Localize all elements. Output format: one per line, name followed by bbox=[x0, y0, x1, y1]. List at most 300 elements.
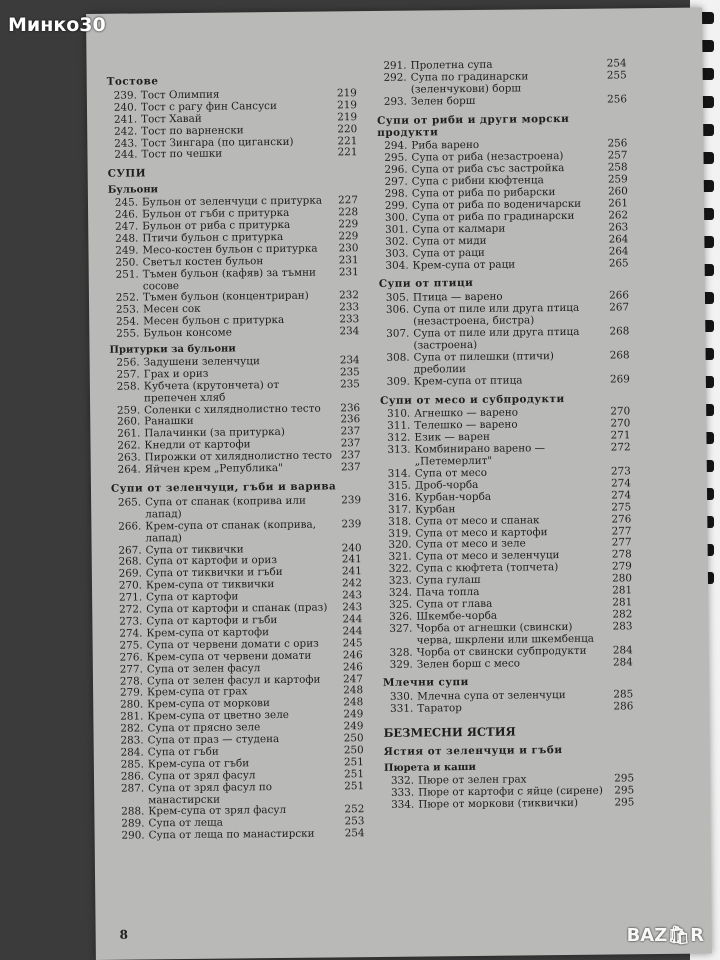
entry-page: 237 bbox=[340, 461, 361, 474]
entry-number: 240. bbox=[113, 101, 138, 114]
toc-entry bbox=[114, 781, 364, 807]
entry-page: 285 bbox=[613, 688, 634, 701]
entry-number: 313. bbox=[387, 443, 411, 457]
entry-page: 244 bbox=[342, 625, 363, 638]
toc-entry bbox=[111, 495, 361, 521]
entry-number: 278. bbox=[119, 674, 144, 688]
entry-number: 243. bbox=[114, 137, 138, 150]
entry-number: 318. bbox=[388, 515, 412, 528]
entry-page: 221 bbox=[337, 146, 358, 159]
entry-page: 276 bbox=[611, 512, 632, 526]
entry-title: Супа от праз — студена bbox=[147, 733, 280, 747]
entry-page: 255 bbox=[606, 69, 627, 82]
toc-entry bbox=[379, 326, 629, 352]
entry-number: 311. bbox=[387, 420, 411, 433]
entry-number: 246. bbox=[114, 208, 139, 221]
entry-number: 315. bbox=[387, 479, 412, 492]
entry-number: 256. bbox=[116, 356, 140, 369]
entry-number: 310. bbox=[387, 408, 411, 421]
entry-number: 334. bbox=[391, 798, 415, 811]
entry-page: 240 bbox=[341, 541, 362, 554]
entry-page: 241 bbox=[341, 565, 362, 578]
entry-page: 251 bbox=[343, 755, 364, 769]
entry-number: 332. bbox=[390, 774, 415, 787]
entry-title: Тост по чешки bbox=[141, 148, 223, 161]
entry-number: 282. bbox=[120, 722, 144, 735]
entry-page: 265 bbox=[608, 256, 629, 270]
entry-page: 295 bbox=[614, 772, 635, 785]
entry-title: Супа от картофи и гъби bbox=[146, 613, 278, 628]
entry-title: Крем-супа от тиквички bbox=[145, 578, 275, 592]
entry-title: Чорба от агнешки (свински) черва, шкрлени или шкембенца bbox=[416, 620, 595, 647]
entry-title: Крем-супа от зрял фасул bbox=[148, 804, 287, 818]
subsection-heading: Притурки за бульони bbox=[109, 343, 236, 356]
entry-title: Шкембе-чорба bbox=[416, 609, 498, 623]
entry-title: Супа от месо bbox=[414, 466, 487, 480]
entry-title: Комбинирано варено — „Петемерлит" bbox=[414, 442, 546, 468]
entry-page: 219 bbox=[336, 87, 357, 100]
entry-number: 304. bbox=[385, 259, 409, 272]
entry-number: 242. bbox=[114, 125, 138, 138]
entry-title: Супа от калмари bbox=[412, 222, 506, 236]
entry-number: 306. bbox=[385, 303, 410, 317]
entry-number: 263. bbox=[117, 451, 141, 464]
entry-number: 251. bbox=[115, 268, 139, 281]
entry-number: 322. bbox=[388, 562, 412, 576]
entry-title: Супа от прясно зеле bbox=[147, 721, 261, 735]
entry-number: 308. bbox=[386, 351, 410, 364]
entry-number: 331. bbox=[390, 702, 414, 716]
entry-page: 248 bbox=[343, 696, 364, 709]
section-heading: Ястия от зеленчуци и гъби bbox=[383, 744, 563, 758]
entry-title: Палачинки (за притурка) bbox=[144, 426, 285, 440]
entry-title: Кнедли от картофи bbox=[144, 438, 251, 452]
entry-number: 284. bbox=[120, 746, 144, 759]
section-heading: Тостове bbox=[106, 75, 159, 88]
entry-page: 280 bbox=[612, 572, 633, 585]
entry-number: 299. bbox=[384, 199, 409, 212]
entry-number: 244. bbox=[114, 148, 138, 162]
entry-title: Тост Зингара (по цигански) bbox=[141, 135, 294, 149]
toc-entry bbox=[379, 303, 629, 329]
entry-title: Супа от риба по градинарски bbox=[412, 209, 575, 224]
entry-page: 251 bbox=[344, 767, 365, 781]
entry-number: 277. bbox=[119, 663, 143, 676]
entry-number: 314. bbox=[387, 467, 411, 480]
entry-title: Супа от риба със застройка bbox=[411, 162, 565, 176]
entry-page: 272 bbox=[610, 441, 631, 454]
entry-title: Супа от червени домати с ориз bbox=[146, 637, 319, 652]
entry-title: Супа от риба (незастроена) bbox=[411, 150, 564, 164]
entry-number: 288. bbox=[121, 805, 145, 819]
entry-number: 270. bbox=[118, 579, 143, 592]
entry-title: Супа от раци bbox=[412, 246, 485, 260]
entry-page: 231 bbox=[338, 265, 359, 278]
entry-number: 328. bbox=[389, 646, 413, 659]
entry-number: 258. bbox=[116, 380, 140, 393]
entry-title: Супа от зрял фасул bbox=[147, 769, 256, 783]
entry-title: Супа от пилешки (птичи) дреболии bbox=[413, 349, 554, 376]
entry-title: Пролетна супа bbox=[410, 58, 493, 72]
entry-number: 262. bbox=[117, 439, 141, 452]
entry-number: 271. bbox=[118, 591, 143, 604]
entry-page: 274 bbox=[611, 477, 632, 490]
toc-entry bbox=[380, 350, 630, 376]
toc-entry bbox=[384, 797, 634, 812]
entry-number: 241. bbox=[113, 113, 138, 126]
toc-entry bbox=[379, 258, 629, 273]
entry-number: 329. bbox=[389, 658, 413, 671]
bazar-logo: BAZ🛍R bbox=[626, 925, 704, 946]
entry-page: 243 bbox=[342, 589, 363, 602]
entry-page: 254 bbox=[606, 57, 627, 70]
entry-title: Бульон от гъби с притурка bbox=[142, 206, 290, 221]
entry-number: 269. bbox=[118, 567, 142, 581]
entry-page: 245 bbox=[342, 636, 363, 650]
entry-number: 325. bbox=[389, 598, 413, 611]
entry-number: 307. bbox=[386, 327, 410, 340]
entry-title: Пача топла bbox=[416, 585, 480, 599]
entry-page: 258 bbox=[607, 161, 628, 174]
entry-page: 270 bbox=[610, 417, 631, 430]
entry-page: 264 bbox=[608, 244, 629, 258]
entry-page: 219 bbox=[337, 110, 358, 124]
entry-title: Дроб-чорба bbox=[414, 478, 479, 492]
entry-number: 297. bbox=[384, 175, 408, 189]
entry-page: 237 bbox=[340, 425, 361, 438]
entry-page: 268 bbox=[609, 349, 630, 362]
chapter-heading: БЕЗМЕСНИ ЯСТИЯ bbox=[383, 724, 516, 741]
toc-column-right bbox=[377, 58, 635, 811]
entry-number: 252. bbox=[115, 291, 140, 305]
entry-page: 251 bbox=[344, 779, 365, 792]
entry-title: Супа по градинарски (зеленчукови) борш bbox=[410, 70, 529, 96]
entry-number: 249. bbox=[115, 244, 139, 257]
entry-page: 233 bbox=[339, 313, 360, 326]
entry-title: Супа от картофи bbox=[146, 590, 239, 604]
entry-page: 266 bbox=[609, 289, 630, 302]
entry-number: 305. bbox=[385, 291, 410, 305]
entry-page: 249 bbox=[343, 720, 364, 733]
entry-number: 316. bbox=[387, 491, 412, 504]
entry-title: Супа от леща bbox=[148, 816, 223, 830]
entry-number: 312. bbox=[387, 431, 411, 445]
section-heading: Млечни супи bbox=[382, 676, 469, 690]
entry-number: 327. bbox=[389, 622, 413, 635]
entry-title: Кубчета (крутончета) от препечен хляб bbox=[143, 378, 280, 405]
toc-entry bbox=[110, 379, 360, 405]
entry-title: Зелен борш с месо bbox=[416, 656, 521, 671]
section-heading: Супи от месо и субпродукти bbox=[380, 392, 565, 407]
entry-number: 268. bbox=[118, 555, 142, 569]
toc-entry bbox=[381, 443, 631, 469]
entry-page: 269 bbox=[609, 372, 630, 386]
entry-number: 291. bbox=[383, 59, 407, 72]
entry-page: 229 bbox=[338, 230, 359, 243]
entry-number: 253. bbox=[115, 303, 140, 317]
entry-page: 254 bbox=[344, 827, 365, 840]
entry-page: 264 bbox=[608, 233, 629, 246]
entry-title: Супа от месо и зеленчуци bbox=[415, 549, 560, 563]
entry-number: 257. bbox=[116, 368, 140, 381]
entry-number: 293. bbox=[383, 95, 407, 108]
entry-title: Супа от месо и картофи bbox=[415, 525, 548, 540]
toc-column-left bbox=[107, 67, 365, 843]
toc-entry bbox=[109, 267, 359, 293]
entry-page: 246 bbox=[342, 648, 363, 662]
entry-number: 239. bbox=[113, 89, 137, 102]
entry-page: 229 bbox=[338, 218, 359, 231]
entry-page: 248 bbox=[343, 684, 364, 697]
entry-title: Крем-супа от моркови bbox=[147, 697, 270, 711]
entry-title: Супа от гъби bbox=[147, 745, 219, 759]
entry-title: Месен сок bbox=[143, 303, 201, 316]
entry-page: 257 bbox=[607, 149, 628, 162]
toc-entry bbox=[377, 70, 627, 96]
entry-number: 281. bbox=[120, 710, 144, 723]
toc-entry bbox=[111, 519, 361, 545]
entry-page: 284 bbox=[612, 643, 633, 657]
entry-title: Супа от картофи и спанак (праз) bbox=[146, 601, 328, 616]
entry-title: Ранашки bbox=[144, 415, 194, 428]
entry-title: Соленки с хиляднолистно тесто bbox=[144, 402, 321, 416]
entry-page: 277 bbox=[611, 536, 632, 549]
entry-number: 254. bbox=[116, 315, 140, 328]
entry-page: 278 bbox=[611, 548, 632, 561]
entry-page: 243 bbox=[342, 601, 363, 614]
entry-title: Крем-супа от грах bbox=[147, 685, 248, 699]
entry-title: Крем-супа от спанак (коприва, лапад) bbox=[145, 518, 317, 545]
entry-number: 303. bbox=[385, 247, 409, 260]
entry-page: 261 bbox=[608, 197, 629, 210]
entry-title: Бульон консоме bbox=[143, 326, 232, 340]
section-heading: Супи от риби и други морски продукти bbox=[377, 112, 570, 139]
entry-title: Крем-супа от цветно зеле bbox=[147, 709, 289, 723]
entry-page: 281 bbox=[612, 596, 633, 609]
entry-title: Крем-супа от раци bbox=[412, 258, 516, 272]
entry-page: 236 bbox=[340, 401, 361, 414]
entry-title: Месен бульон с притурка bbox=[143, 314, 285, 328]
entry-number: 245. bbox=[114, 196, 139, 209]
entry-number: 317. bbox=[388, 503, 412, 516]
entry-number: 326. bbox=[389, 610, 413, 623]
entry-page: 250 bbox=[343, 744, 364, 757]
entry-title: Крем-супа от гъби bbox=[147, 757, 250, 771]
entry-number: 285. bbox=[120, 758, 144, 771]
entry-number: 273. bbox=[119, 615, 143, 628]
toc-entry bbox=[107, 148, 357, 163]
entry-page: 277 bbox=[611, 524, 632, 538]
entry-page: 220 bbox=[337, 122, 358, 135]
entry-title: Курбан-чорба bbox=[415, 490, 492, 504]
entry-page: 247 bbox=[343, 672, 364, 685]
section-heading: СУПИ bbox=[107, 167, 147, 181]
entry-number: 324. bbox=[388, 586, 413, 599]
entry-number: 267. bbox=[118, 543, 142, 557]
entry-title: Супа от леща по манастирски bbox=[148, 827, 315, 842]
entry-page: 283 bbox=[612, 620, 633, 633]
entry-number: 302. bbox=[385, 235, 409, 248]
entry-number: 301. bbox=[385, 223, 409, 236]
entry-title: Тъмен бульон (концентриран) bbox=[142, 290, 309, 304]
entry-page: 256 bbox=[607, 93, 627, 106]
entry-title: Крем-супа от червени домати bbox=[146, 649, 312, 664]
entry-title: Бульон от риба с притурка bbox=[142, 218, 291, 233]
entry-number: 300. bbox=[384, 211, 409, 224]
entry-page: 295 bbox=[614, 784, 635, 797]
entry-page: 239 bbox=[341, 517, 362, 531]
entry-title: Супа от тиквички и гъби bbox=[145, 566, 283, 580]
entry-number: 290. bbox=[121, 829, 145, 842]
toc-entry bbox=[380, 374, 630, 389]
entry-title: Птичи бульон с притурка bbox=[142, 230, 284, 245]
entry-page: 262 bbox=[608, 209, 629, 222]
entry-page: 230 bbox=[338, 241, 359, 255]
entry-title: Супа от месо и зеле bbox=[415, 537, 526, 552]
entry-title: Супа от миди bbox=[412, 234, 487, 248]
entry-title: Светъл костен бульон bbox=[142, 254, 264, 269]
watermark: Минко30 bbox=[8, 14, 106, 36]
entry-number: 330. bbox=[389, 690, 414, 704]
toc-entry bbox=[109, 326, 359, 341]
entry-page: 246 bbox=[342, 660, 363, 673]
entry-title: Риба варено bbox=[411, 139, 480, 153]
toc-entry bbox=[383, 702, 633, 717]
entry-title: Супа от месо и спанак bbox=[415, 513, 540, 528]
entry-title: Чорба от свински субпродукти bbox=[416, 644, 587, 659]
entry-title: Зелен борш bbox=[410, 94, 476, 108]
entry-page: 268 bbox=[609, 325, 630, 338]
entry-number: 292. bbox=[383, 71, 407, 84]
entry-title: Пюре от моркови (тиквички) bbox=[418, 796, 579, 811]
entry-number: 289. bbox=[121, 817, 145, 831]
entry-number: 321. bbox=[388, 550, 412, 564]
entry-number: 266. bbox=[118, 520, 142, 533]
entry-number: 250. bbox=[115, 256, 139, 269]
entry-title: Тост Хавай bbox=[141, 112, 202, 126]
entry-number: 274. bbox=[119, 627, 143, 640]
entry-page: 281 bbox=[612, 584, 633, 597]
entry-title: Бульон от зеленчуци с притурка bbox=[141, 194, 323, 209]
book-page bbox=[86, 8, 712, 960]
entry-number: 319. bbox=[388, 527, 412, 540]
entry-title: Месо-костен бульон с притурка bbox=[142, 242, 318, 257]
entry-page: 295 bbox=[614, 795, 635, 809]
entry-number: 260. bbox=[117, 415, 141, 429]
entry-page: 235 bbox=[339, 365, 360, 379]
entry-title: Супа от зелен фасул и картофи bbox=[146, 673, 321, 687]
entry-page: 231 bbox=[338, 253, 359, 267]
entry-title: Пюре от картофи с яйце (сирене) bbox=[418, 784, 603, 799]
entry-page: 235 bbox=[339, 377, 360, 391]
entry-page: 239 bbox=[341, 494, 362, 507]
entry-number: 272. bbox=[119, 603, 143, 616]
entry-page: 259 bbox=[607, 173, 628, 186]
entry-page: 233 bbox=[339, 301, 360, 314]
entry-title: Птица — варено bbox=[412, 290, 503, 304]
entry-title: Супа гулаш bbox=[415, 574, 481, 587]
entry-number: 275. bbox=[119, 639, 143, 652]
entry-title: Телешко — варено bbox=[414, 418, 518, 432]
entry-number: 247. bbox=[115, 220, 139, 233]
page-number: 8 bbox=[119, 927, 129, 942]
entry-title: Супа от глава bbox=[416, 597, 493, 611]
entry-title: Млечна супа от зеленчуци bbox=[417, 689, 566, 703]
entry-number: 279. bbox=[119, 686, 144, 700]
entry-title: Език — варен bbox=[414, 431, 490, 444]
subsection-heading: Пюрета и каши bbox=[383, 761, 476, 774]
entry-title: Супа от риба по воденичарски bbox=[411, 197, 582, 212]
toc-entry bbox=[115, 828, 365, 843]
entry-page: 282 bbox=[612, 608, 633, 621]
entry-page: 284 bbox=[612, 655, 633, 669]
entry-title: Супа от риба по рибарски bbox=[411, 186, 556, 200]
entry-title: Задушени зеленчуци bbox=[143, 355, 260, 369]
entry-title: Тост с рагу фин Сансуси bbox=[140, 99, 277, 114]
entry-title: Грах и ориз bbox=[143, 367, 209, 381]
entry-number: 309. bbox=[386, 375, 410, 388]
toc-entry bbox=[111, 462, 361, 477]
entry-page: 234 bbox=[339, 325, 360, 338]
entry-number: 259. bbox=[116, 404, 141, 417]
entry-number: 264. bbox=[117, 463, 141, 476]
entry-number: 294. bbox=[384, 140, 408, 153]
entry-title: Тъмен бульон (кафяв) за тъмни сосове bbox=[142, 266, 316, 292]
entry-title: Супа от картофи и ориз bbox=[145, 554, 278, 568]
subsection-heading: Бульони bbox=[107, 184, 159, 197]
entry-number: 286. bbox=[120, 770, 145, 783]
entry-page: 275 bbox=[611, 501, 632, 514]
entry-title: Курбан bbox=[415, 502, 456, 516]
entry-page: 241 bbox=[341, 553, 362, 566]
entry-title: Таратор bbox=[417, 702, 462, 715]
entry-page: 286 bbox=[613, 700, 634, 713]
entry-page: 253 bbox=[344, 815, 365, 828]
entry-page: 228 bbox=[338, 206, 359, 219]
entry-page: 256 bbox=[607, 137, 628, 150]
toc-entry bbox=[377, 94, 627, 109]
entry-page: 270 bbox=[610, 405, 631, 418]
entry-page: 236 bbox=[340, 413, 361, 426]
entry-title: Крем-супа от картофи bbox=[146, 625, 270, 640]
section-heading: Супи от птици bbox=[378, 277, 474, 291]
entry-page: 250 bbox=[343, 732, 364, 745]
entry-page: 252 bbox=[344, 803, 365, 816]
entry-page: 249 bbox=[343, 708, 364, 721]
entry-page: 219 bbox=[337, 98, 358, 112]
entry-title: Крем-супа от птица bbox=[413, 374, 523, 388]
entry-title: Пирожки от хиляднолистно тесто bbox=[144, 449, 333, 464]
entry-title: Супа от пиле или друга птица (застроена) bbox=[413, 325, 580, 352]
entry-number: 248. bbox=[115, 232, 139, 245]
entry-number: 283. bbox=[120, 734, 144, 747]
entry-number: 255. bbox=[116, 327, 140, 340]
entry-number: 320. bbox=[388, 539, 412, 552]
toc-entry bbox=[383, 657, 633, 672]
entry-number: 298. bbox=[384, 187, 408, 200]
entry-title: Супа от зрял фасул по манастирски bbox=[148, 780, 273, 806]
entry-page: 244 bbox=[342, 613, 363, 626]
entry-number: 265. bbox=[117, 496, 142, 509]
entry-number: 295. bbox=[384, 151, 408, 165]
entry-page: 260 bbox=[607, 185, 628, 198]
entry-title: Супа с кюфтета (топчета) bbox=[415, 561, 559, 575]
entry-page: 263 bbox=[608, 221, 629, 234]
entry-page: 279 bbox=[611, 560, 632, 573]
entry-page: 271 bbox=[610, 429, 631, 442]
entry-number: 276. bbox=[119, 651, 143, 664]
entry-page: 237 bbox=[340, 449, 361, 462]
